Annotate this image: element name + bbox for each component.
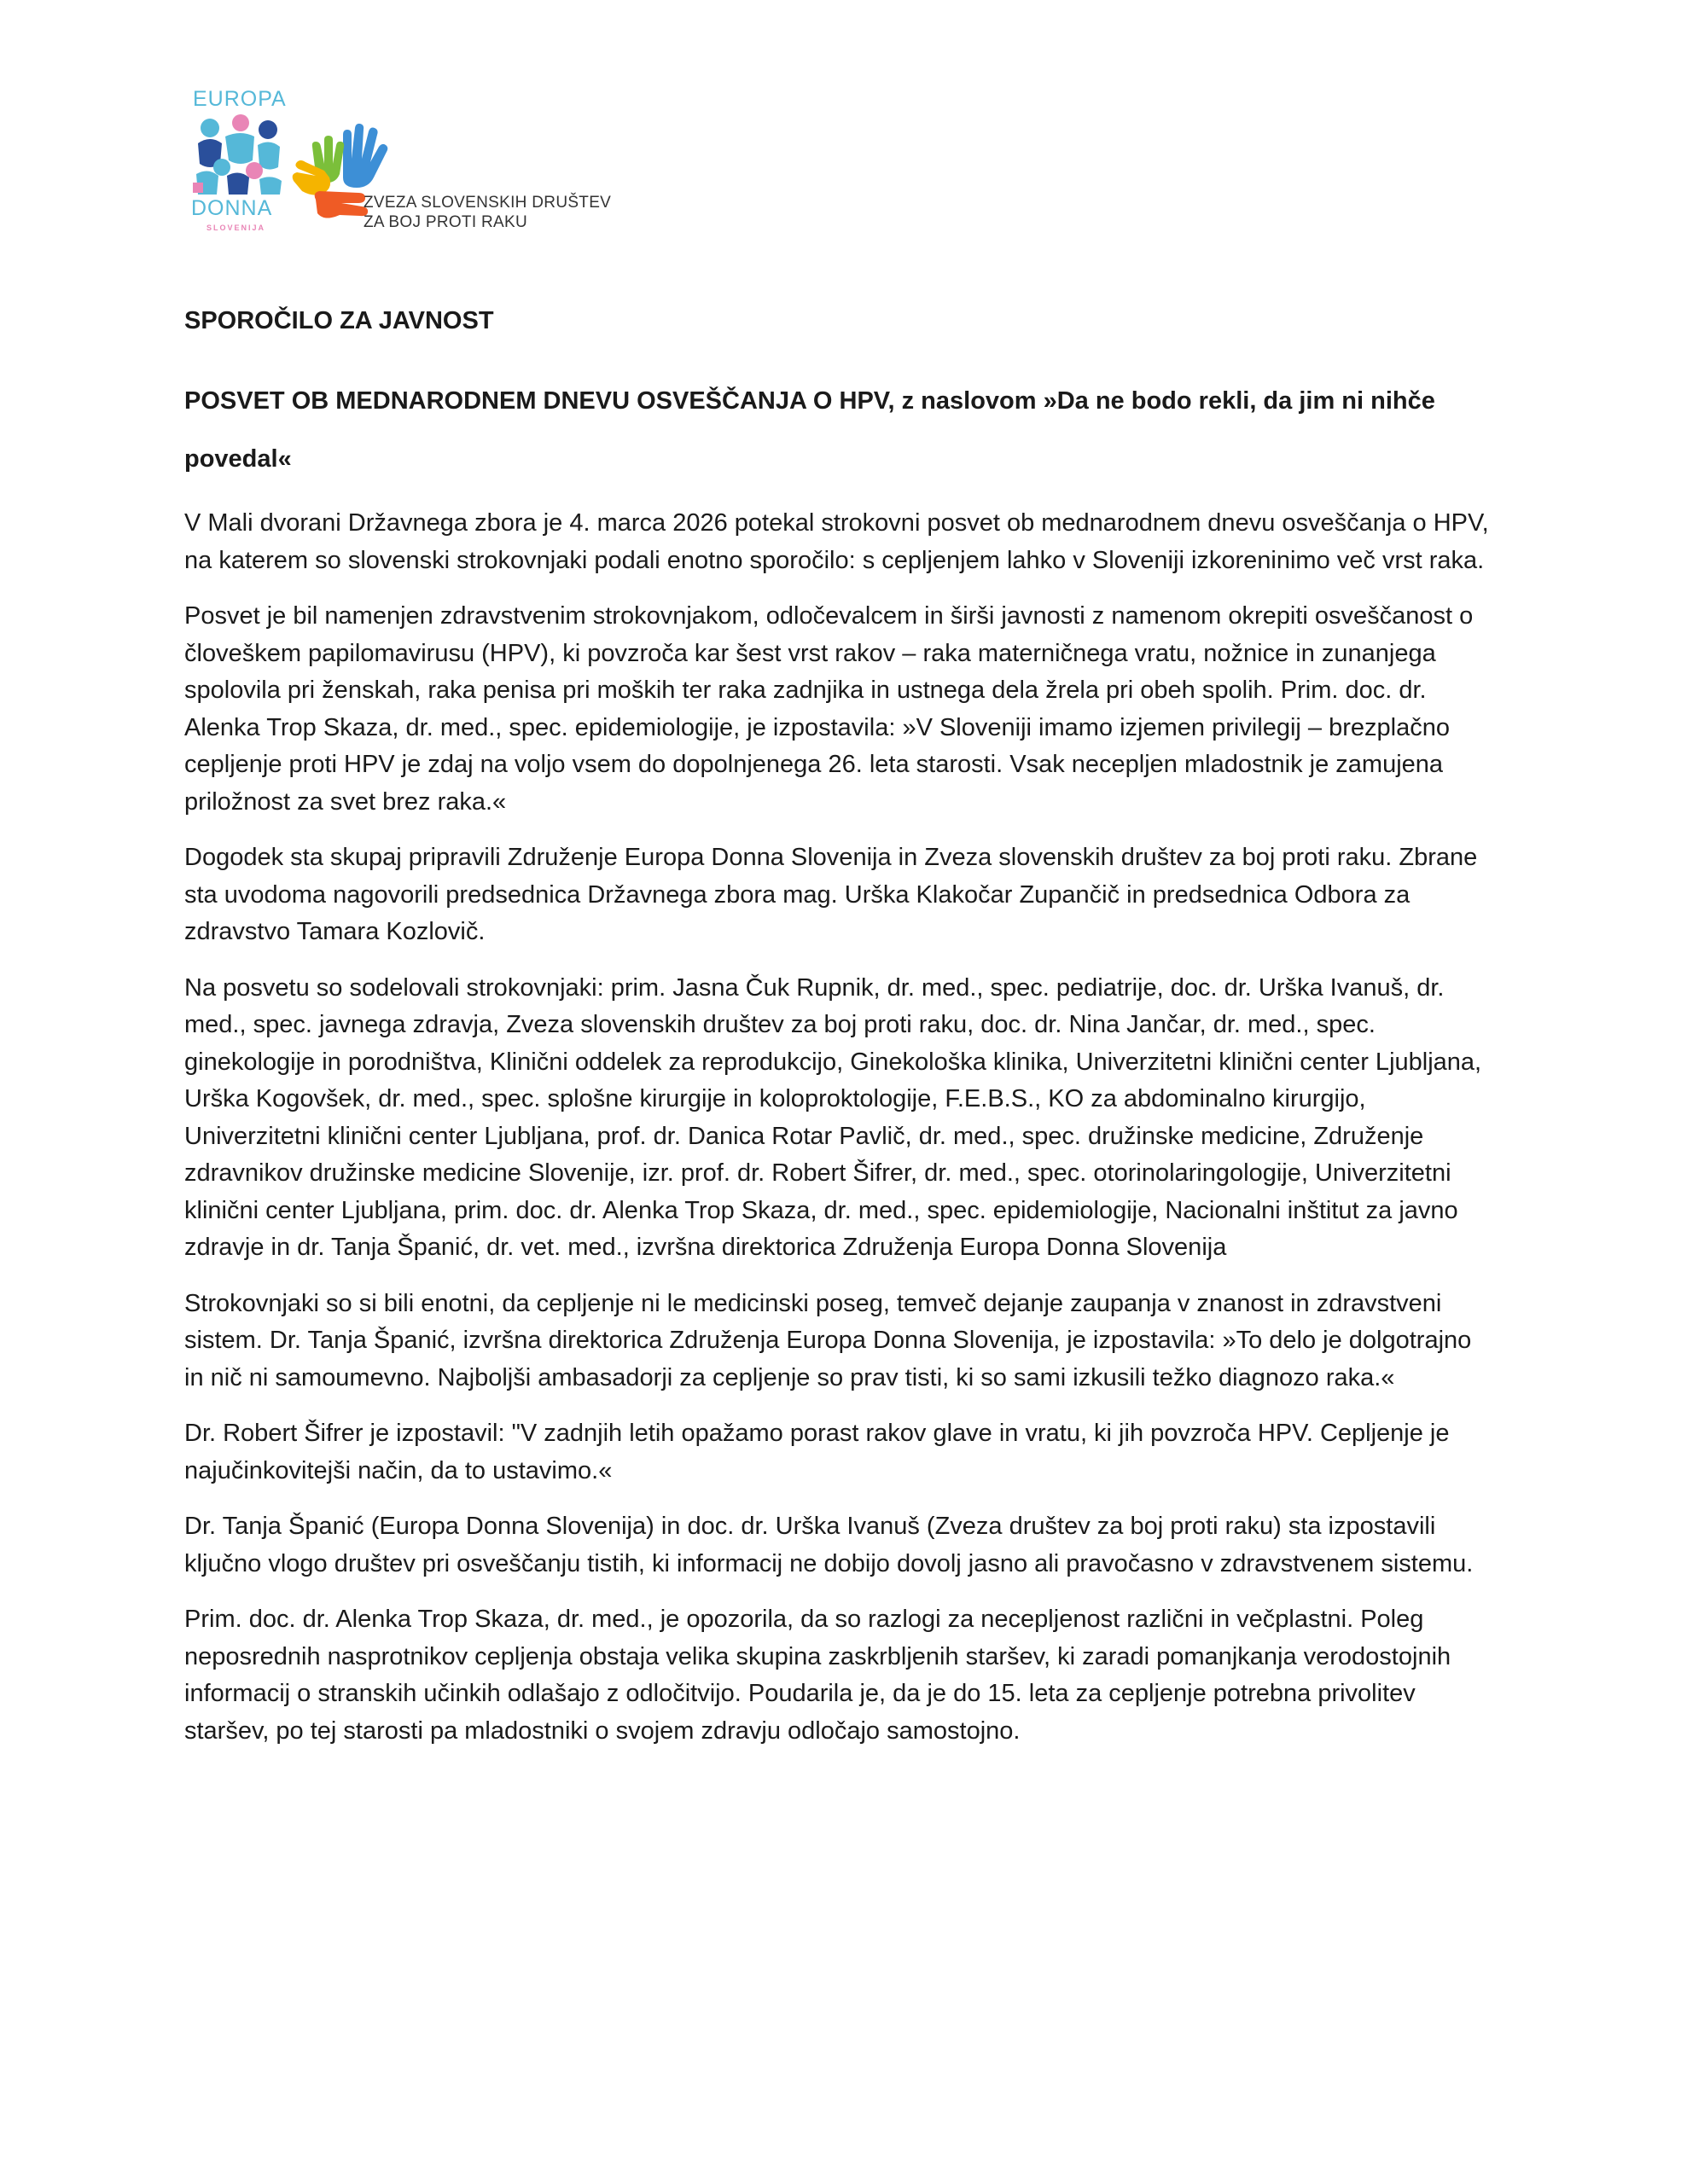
- europa-donna-figures-icon: [191, 111, 283, 196]
- logos-header: [189, 87, 633, 241]
- europa-donna-logo-bottom: SLOVENIJA: [206, 224, 266, 232]
- paragraph: Strokovnjaki so si bili enotni, da cepljenje ni le medicinski poseg, temveč dejanje zaupanja v znanost in zdravstveni sistem. Dr. Tanja Španić, izvršna direktorica Združenja Europa Donna Slovenija, je izpostavila: »To delo je dolgotrajno in nič ni samoumevno. Najboljši ambasadorji za cepljenje so prav tisti, ki so sami izkusili težko diagnozo raka.«: [184, 1289, 1472, 1391]
- document-title: POSVET OB MEDNARODNEM DNEVU OSVEŠČANJA O HPV, z naslovom »Da ne bodo rekli, da jim ni nihče povedal«: [184, 387, 1435, 473]
- zveza-logo-text: [364, 193, 611, 232]
- document-label: SPOROČILO ZA JAVNOST: [184, 307, 494, 334]
- paragraph: V Mali dvorani Državnega zbora je 4. marca 2026 potekal strokovni posvet ob mednarodnem dnevu osveščanja o HPV, na katerem so slovenski strokovnjaki podali enotno sporočilo: s cepljenjem lahko v Sloveniji izkoreninimo več vrst raka.: [184, 509, 1489, 574]
- paragraph: Na posvetu so sodelovali strokovnjaki: prim. Jasna Čuk Rupnik, dr. med., spec. pediatrije, doc. dr. Urška Ivanuš, dr. med., spec. javnega zdravja, Zveza slovenskih društev za boj proti raku, doc. dr. Nina Jančar, dr. med., spec. ginekologije in porodništva, Klinični oddelek za reprodukcijo, Ginekološka klinika, Univerzitetni klinični center Ljubljana, Urška Kogovšek, dr. med., spec. splošne kirurgije in koloproktologije, F.E.B.S., KO za abdominalno kirurgijo, Univerzitetni klinični center Ljubljana, prof. dr. Danica Rotar Pavlič, dr. med., spec. družinske medicine, Združenje zdravnikov družinske medicine Slovenije, izr. prof. dr. Robert Šifrer, dr. med., spec. otorinolaringologije, Univerzitetni klinični center Ljubljana, prim. doc. dr. Alenka Trop Skaza, dr. med., spec. epidemiologije, Nacionalni inštitut za javno zdravje in dr. Tanja Španić, dr. vet. med., izvršna direktorica Združenja Europa Donna Slovenija: [184, 973, 1482, 1261]
- paragraph: Dr. Robert Šifrer je izpostavil: "V zadnjih letih opažamo porast rakov glave in vratu, ki jih povzroča HPV. Cepljenje je najučinkovitejši način, da to ustavimo.«: [184, 1420, 1450, 1484]
- paragraph: Dogodek sta skupaj pripravili Združenje Europa Donna Slovenija in Zveza slovenskih društev za boj proti raku. Zbrane sta uvodoma nagovorili predsednica Državnega zbora mag. Urška Klakočar Zupančič in predsednica Odbora za zdravstvo Tamara Kozlovič.: [184, 844, 1478, 945]
- press-release: [184, 305, 1495, 1750]
- paragraph: Prim. doc. dr. Alenka Trop Skaza, dr. med., je opozorila, da so razlogi za necepljenost različni in večplastni. Poleg neposrednih nasprotnikov cepljenja obstaja velika skupina zaskrbljenih staršev, ki zaradi pomanjkanja verodostojnih informacij o stranskih učinkih odlašajo z odločitvijo. Poudarila je, da je do 15. leta za cepljenje potrebna privolitev staršev, po tej starosti pa mladostniki o svojem zdravju odločajo samostojno.: [184, 1606, 1451, 1745]
- paragraph: Dr. Tanja Španić (Europa Donna Slovenija) in doc. dr. Urška Ivanuš (Zveza društev za boj proti raku) sta izpostavili ključno vlogo društev pri osveščanju tistih, ki informacij ne dobijo dovolj jasno ali pravočasno v zdravstvenem sistemu.: [184, 1513, 1474, 1577]
- europa-donna-logo-top: EUROPA: [193, 87, 287, 111]
- zveza-logo-line1: ZVEZA SLOVENSKIH DRUŠTEV: [364, 194, 612, 212]
- paragraph: Posvet je bil namenjen zdravstvenim strokovnjakom, odločevalcem in širši javnosti z namenom okrepiti osveščanost o človeškem papilomavirusu (HPV), ki povzroča kar šest vrst rakov – raka materničnega vratu, nožnice in zunanjega spolovila pri ženskah, raka penisa pri moških ter raka zadnjika in ustnega dela žrela pri obeh spolih. Prim. doc. dr. Alenka Trop Skaza, dr. med., spec. epidemiologije, je izpostavila: »V Sloveniji imamo izjemen privilegij – brezplačno cepljenje proti HPV je zdaj na voljo vsem do dopolnjenega 26. leta starosti. Vsak necepljen mladostnik je zamujena priložnost za svet brez raka.«: [184, 602, 1474, 816]
- europa-donna-logo: [189, 87, 292, 241]
- zveza-logo-line2: ZA BOJ PROTI RAKU: [364, 213, 527, 231]
- europa-donna-logo-middle: DONNA: [191, 196, 273, 220]
